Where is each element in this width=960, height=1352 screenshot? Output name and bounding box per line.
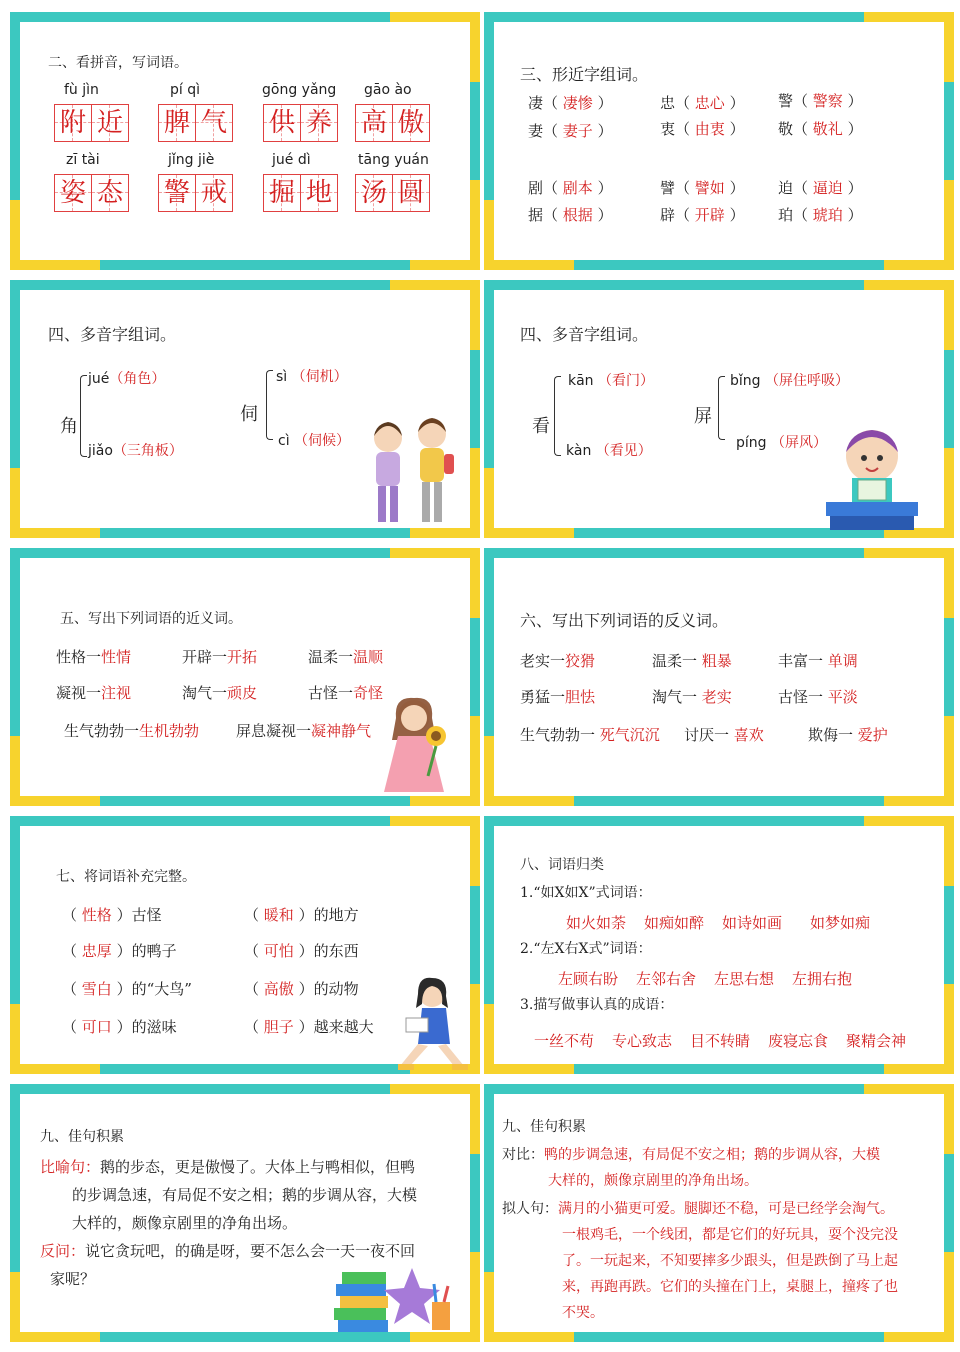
slide-synonyms bbox=[10, 548, 480, 806]
sentence-line: 的步调急速，有局促不安之相；鹅的步调从容，大模 bbox=[72, 1186, 418, 1204]
question: 3.描写做事认真的成语： bbox=[520, 997, 674, 1013]
slide-polyphone-2 bbox=[484, 280, 954, 538]
char-box: 戒 bbox=[195, 174, 233, 212]
pinyin: jǐng jiè bbox=[168, 152, 215, 168]
slide-pinyin bbox=[10, 12, 480, 270]
char-box: 近 bbox=[91, 104, 129, 142]
word-pair: 老实一狡猾 bbox=[520, 652, 596, 670]
word-item: 珀（ 琥珀 ） bbox=[778, 206, 863, 224]
slide-title: 七、将词语补充完整。 bbox=[56, 869, 196, 885]
girl-reading-illustration bbox=[398, 974, 470, 1070]
fill-item: （ 性格 ）古怪 bbox=[62, 906, 162, 924]
slide-title: 二、看拼音，写词语。 bbox=[48, 55, 188, 71]
polyphone-item: bǐng （屏住呼吸） bbox=[730, 373, 849, 389]
word-item: 敬（ 敬礼 ） bbox=[778, 120, 863, 138]
slide-title: 五、写出下列词语的近义词。 bbox=[60, 611, 242, 627]
word-pair: 淘气一顽皮 bbox=[182, 684, 258, 702]
slide-title: 四、多音字组词。 bbox=[48, 325, 177, 344]
pinyin: tāng yuán bbox=[358, 152, 429, 168]
word-pair: 古怪一奇怪 bbox=[308, 684, 384, 702]
sentence-line: 家呢？ bbox=[50, 1270, 96, 1288]
books-star-illustration bbox=[332, 1262, 462, 1338]
sentence-line: 来，再跑再跌。它们的头撞在门上，桌腿上，撞疼了也 bbox=[562, 1279, 898, 1295]
answer: 一丝不苟 bbox=[534, 1032, 595, 1050]
answer: 左顾右盼 bbox=[558, 970, 619, 988]
char-box: 警 bbox=[158, 174, 196, 212]
word-item: 忠（ 忠心 ） bbox=[660, 94, 745, 112]
answer: 目不转睛 bbox=[690, 1032, 751, 1050]
answer: 专心致志 bbox=[612, 1032, 673, 1050]
char-box: 附 bbox=[54, 104, 92, 142]
word-item: 衷（ 由衷 ） bbox=[660, 120, 745, 138]
sentence-line: 拟人句：满月的小猫更可爱。腿脚还不稳，可是已经学会淘气。 bbox=[502, 1201, 894, 1217]
sentence-line: 大样的，颇像京剧里的净角出场。 bbox=[72, 1214, 298, 1232]
char-box: 掘 bbox=[263, 174, 301, 212]
fill-item: （ 雪白 ）的“大鸟” bbox=[62, 980, 192, 998]
pinyin: gōng yǎng bbox=[262, 82, 337, 98]
slide-title: 八、词语归类 bbox=[520, 857, 604, 873]
polyphone-char: 屏 bbox=[694, 406, 712, 427]
slide-good-sentences-1 bbox=[10, 1084, 480, 1342]
polyphone-item: cì （伺候） bbox=[278, 433, 351, 449]
answer: 左邻右舍 bbox=[636, 970, 697, 988]
sentence-line: 一根鸡毛，一个线团，都是它们的好玩具，耍个没完没 bbox=[562, 1227, 898, 1243]
brace bbox=[718, 376, 725, 440]
sentence-line: 对比：鸭的步调急速，有局促不安之相；鹅的步调从容，大模 bbox=[502, 1147, 880, 1163]
polyphone-item: píng （屏风） bbox=[736, 435, 827, 451]
word-pair: 生气勃勃一 死气沉沉 bbox=[520, 726, 660, 744]
slide-title: 九、佳句积累 bbox=[40, 1129, 124, 1145]
char-box: 汤 bbox=[355, 174, 393, 212]
answer: 左拥右抱 bbox=[792, 970, 853, 988]
children-illustration bbox=[360, 410, 460, 530]
pinyin: zī tài bbox=[66, 152, 100, 168]
pinyin: gāo ào bbox=[364, 82, 412, 98]
brace bbox=[80, 375, 87, 457]
char-box: 供 bbox=[263, 104, 301, 142]
girl-sunflower-illustration bbox=[384, 696, 454, 800]
word-pair: 性格一性情 bbox=[56, 648, 132, 666]
char-box: 脾 bbox=[158, 104, 196, 142]
polyphone-item: jiǎo（三角板） bbox=[88, 443, 183, 459]
sentence-line: 大样的，颇像京剧里的净角出场。 bbox=[548, 1173, 758, 1189]
fill-item: （ 可口 ）的滋味 bbox=[62, 1018, 177, 1036]
answer: 如诗如画 bbox=[722, 914, 783, 932]
brace bbox=[554, 376, 561, 456]
char-box: 气 bbox=[195, 104, 233, 142]
word-pair: 讨厌一 喜欢 bbox=[684, 726, 764, 744]
word-item: 剧（ 剧本 ） bbox=[528, 179, 613, 197]
char-box: 地 bbox=[300, 174, 338, 212]
fill-item: （ 暖和 ）的地方 bbox=[244, 906, 359, 924]
word-pair: 凝视一注视 bbox=[56, 684, 132, 702]
word-pair: 屏息凝视一凝神静气 bbox=[236, 722, 372, 740]
polyphone-char: 看 bbox=[532, 416, 550, 437]
answer: 废寝忘食 bbox=[768, 1032, 829, 1050]
slide-good-sentences-2 bbox=[484, 1084, 954, 1342]
pinyin: fù jìn bbox=[64, 82, 99, 98]
word-item: 譬（ 譬如 ） bbox=[660, 179, 745, 197]
word-pair: 欺侮一 爱护 bbox=[808, 726, 888, 744]
word-item: 辟（ 开辟 ） bbox=[660, 206, 745, 224]
sentence-line: 反问：说它贪玩吧，的确是呀，要不怎么会一天一夜不回 bbox=[40, 1242, 416, 1260]
slide-title: 四、多音字组词。 bbox=[520, 325, 649, 344]
word-pair: 生气勃勃一生机勃勃 bbox=[64, 722, 200, 740]
polyphone-item: jué（角色） bbox=[88, 371, 166, 387]
sentence-line: 不哭。 bbox=[562, 1305, 604, 1321]
char-box: 养 bbox=[300, 104, 338, 142]
pinyin: pí qì bbox=[170, 82, 201, 98]
slide-title: 九、佳句积累 bbox=[502, 1119, 586, 1135]
word-item: 妻（ 妻子 ） bbox=[528, 122, 613, 140]
slide-title: 六、写出下列词语的反义词。 bbox=[520, 611, 729, 630]
polyphone-item: kàn （看见） bbox=[566, 443, 652, 459]
fill-item: （ 高傲 ）的动物 bbox=[244, 980, 359, 998]
slide-polyphone-1 bbox=[10, 280, 480, 538]
polyphone-char: 伺 bbox=[240, 404, 258, 425]
question: 2.“左X右X式”词语： bbox=[520, 941, 652, 957]
slide-antonyms bbox=[484, 548, 954, 806]
char-box: 态 bbox=[91, 174, 129, 212]
polyphone-item: sì （伺机） bbox=[276, 369, 348, 385]
answer: 如火如荼 bbox=[566, 914, 627, 932]
char-box: 傲 bbox=[392, 104, 430, 142]
pinyin: jué dì bbox=[272, 152, 311, 168]
brace bbox=[266, 370, 273, 440]
answer: 聚精会神 bbox=[846, 1032, 907, 1050]
word-pair: 温柔一 粗暴 bbox=[652, 652, 732, 670]
slide-title: 三、形近字组词。 bbox=[520, 65, 649, 84]
fill-item: （ 忠厚 ）的鸭子 bbox=[62, 942, 177, 960]
char-box: 圆 bbox=[392, 174, 430, 212]
word-pair: 淘气一 老实 bbox=[652, 688, 732, 706]
polyphone-char: 角 bbox=[60, 416, 78, 437]
word-item: 迫（ 逼迫 ） bbox=[778, 179, 863, 197]
word-item: 凄（ 凄惨 ） bbox=[528, 94, 613, 112]
answer: 如痴如醉 bbox=[644, 914, 705, 932]
answer: 左思右想 bbox=[714, 970, 775, 988]
word-pair: 温柔一温顺 bbox=[308, 648, 384, 666]
word-pair: 勇猛一胆怯 bbox=[520, 688, 596, 706]
char-box: 姿 bbox=[54, 174, 92, 212]
boy-reading-illustration bbox=[822, 422, 922, 532]
word-pair: 丰富一 单调 bbox=[778, 652, 858, 670]
answer: 如梦如痴 bbox=[810, 914, 871, 932]
slide-word-classify bbox=[484, 816, 954, 1074]
fill-item: （ 胆子 ）越来越大 bbox=[244, 1018, 374, 1036]
word-pair: 开辟一开拓 bbox=[182, 648, 258, 666]
word-item: 据（ 根据 ） bbox=[528, 206, 613, 224]
question: 1.“如X如X”式词语： bbox=[520, 885, 652, 901]
polyphone-item: kān （看门） bbox=[568, 373, 655, 389]
word-pair: 古怪一 平淡 bbox=[778, 688, 858, 706]
word-item: 警（ 警察 ） bbox=[778, 92, 863, 110]
sentence-line: 了。一玩起来，不知要摔多少跟头，但是跌倒了马上起 bbox=[562, 1253, 898, 1269]
char-box: 高 bbox=[355, 104, 393, 142]
fill-item: （ 可怕 ）的东西 bbox=[244, 942, 359, 960]
sentence-line: 比喻句：鹅的步态，更是傲慢了。大体上与鸭相似，但鸭 bbox=[40, 1158, 416, 1176]
slide-complete-words bbox=[10, 816, 480, 1074]
slide-similar-chars bbox=[484, 12, 954, 270]
